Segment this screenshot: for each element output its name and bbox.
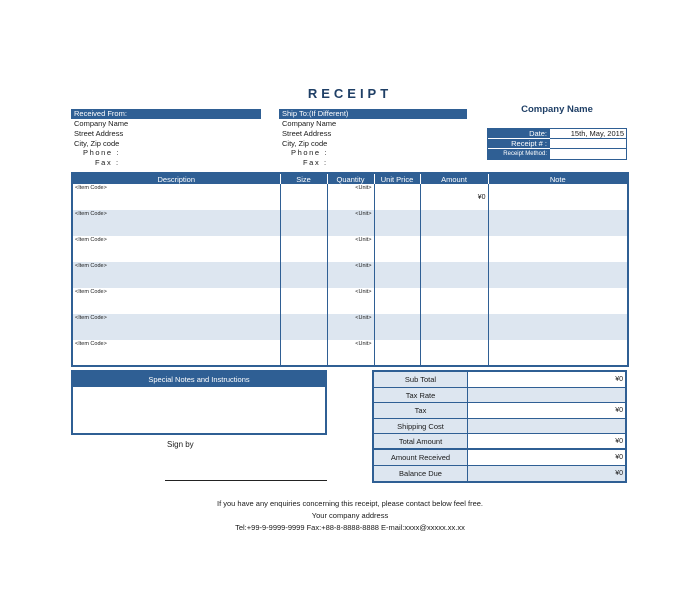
table-row — [72, 184, 628, 210]
balance-due-value[interactable]: ¥0 — [468, 466, 625, 482]
tax-rate-label: Tax Rate — [374, 388, 468, 403]
table-row — [72, 340, 628, 366]
item-size[interactable] — [280, 236, 327, 262]
received-from-header: Received From: — [71, 109, 261, 119]
amount-received-value[interactable]: ¥0 — [615, 453, 623, 461]
tax-label: Tax — [374, 403, 468, 418]
received-from-fax-label: Fax : — [95, 158, 120, 168]
item-quantity[interactable]: <Unit> — [327, 288, 374, 314]
special-notes-box — [71, 370, 327, 435]
shipping-cost-value[interactable] — [468, 419, 625, 434]
item-unit-price[interactable] — [374, 236, 420, 262]
column-header-quantity: Quantity — [327, 173, 374, 184]
item-description[interactable]: <Item Code> — [75, 237, 107, 243]
item-size[interactable] — [280, 262, 327, 288]
column-header-amount: Amount — [420, 173, 488, 184]
item-quantity[interactable]: <Unit> — [327, 184, 374, 210]
column-header-size: Size — [280, 173, 327, 184]
item-description[interactable]: <Item Code> — [75, 185, 107, 191]
item-unit-price[interactable] — [374, 262, 420, 288]
item-note[interactable] — [488, 236, 628, 262]
ship-to-header: Ship To:(If Different) — [279, 109, 467, 119]
table-row — [72, 288, 628, 314]
footer — [0, 498, 700, 534]
subtotal-label: Sub Total — [374, 372, 468, 387]
item-unit-price[interactable] — [374, 184, 420, 210]
item-amount[interactable]: ¥0 — [420, 184, 488, 210]
received-from-city: City, Zip code — [74, 138, 120, 148]
receipt-method-value[interactable] — [550, 149, 626, 159]
ship-to-street: Street Address — [282, 128, 332, 138]
ship-to-fax-label: Fax : — [303, 158, 328, 168]
total-amount-value[interactable]: ¥0 — [615, 438, 623, 446]
table-row — [72, 262, 628, 288]
item-size[interactable] — [280, 340, 327, 366]
balance-due-label: Balance Due — [374, 466, 468, 482]
total-amount-label: Total Amount — [374, 434, 468, 448]
item-amount[interactable] — [420, 288, 488, 314]
special-notes-header: Special Notes and Instructions — [73, 372, 325, 387]
item-quantity[interactable]: <Unit> — [327, 340, 374, 366]
received-from-street: Street Address — [74, 128, 124, 138]
receipt-method-label: Receipt Method: — [488, 149, 550, 159]
item-note[interactable] — [488, 288, 628, 314]
subtotal-value[interactable]: ¥0 — [615, 376, 623, 383]
item-quantity[interactable]: <Unit> — [327, 236, 374, 262]
item-note[interactable] — [488, 262, 628, 288]
item-size[interactable] — [280, 184, 327, 210]
item-description[interactable]: <Item Code> — [72, 314, 280, 340]
item-amount[interactable] — [420, 340, 488, 366]
special-notes-area[interactable] — [73, 387, 325, 433]
item-size[interactable] — [280, 210, 327, 236]
item-description[interactable]: <Item Code> — [75, 341, 107, 347]
item-quantity[interactable]: <Unit> — [327, 210, 374, 236]
item-amount[interactable] — [420, 262, 488, 288]
receipt-meta — [487, 128, 627, 160]
item-unit-price[interactable] — [374, 288, 420, 314]
totals-table — [372, 370, 627, 483]
table-row — [72, 314, 628, 340]
table-row — [72, 236, 628, 262]
column-header-description: Description — [72, 173, 280, 184]
tax-rate-value[interactable] — [468, 388, 625, 403]
footer-company-address: Your company address — [311, 511, 389, 520]
shipping-cost-label: Shipping Cost — [374, 419, 468, 434]
signature-line[interactable] — [165, 480, 327, 481]
column-header-note: Note — [488, 173, 628, 184]
item-quantity[interactable]: <Unit> — [327, 262, 374, 288]
ship-to-city: City, Zip code — [282, 138, 328, 148]
receipt-number-label: Receipt # : — [488, 139, 550, 149]
receipt-title: RECEIPT — [307, 86, 393, 101]
column-header-unit-price: Unit Price — [374, 173, 420, 184]
sign-by-label: Sign by — [167, 440, 194, 449]
received-from-phone-label: Phone : — [83, 148, 121, 158]
received-from-company: Company Name — [74, 119, 129, 128]
received-from-block — [71, 109, 261, 168]
item-description[interactable]: <Item Code> — [72, 262, 280, 288]
item-size[interactable] — [280, 288, 327, 314]
item-note[interactable] — [488, 184, 628, 210]
item-description[interactable]: <Item Code> — [75, 289, 107, 295]
item-note[interactable] — [488, 210, 628, 236]
items-table — [71, 172, 629, 367]
date-label: Date: — [488, 129, 550, 139]
item-size[interactable] — [280, 314, 327, 340]
amount-received-label: Amount Received — [374, 450, 468, 465]
ship-to-company: Company Name — [282, 119, 337, 128]
table-row — [72, 210, 628, 236]
date-value[interactable]: 15th, May, 2015 — [550, 129, 626, 139]
ship-to-phone-label: Phone : — [291, 148, 329, 158]
item-description[interactable]: <Item Code> — [72, 210, 280, 236]
company-name: Company Name — [521, 104, 593, 115]
item-amount[interactable] — [420, 314, 488, 340]
item-note[interactable] — [488, 340, 628, 366]
item-quantity[interactable]: <Unit> — [327, 314, 374, 340]
tax-value[interactable]: ¥0 — [615, 407, 623, 415]
footer-contact-info: Tel:+99-9-9999-9999 Fax:+88-8-8888-8888 E-mail:xxxx@xxxxx.xx.xx — [235, 523, 465, 532]
receipt-number-value[interactable] — [550, 139, 626, 149]
footer-enquiry-text: If you have any enquiries concerning this receipt, please contact below feel free. — [217, 499, 483, 508]
item-unit-price[interactable] — [374, 314, 420, 340]
item-unit-price[interactable] — [374, 210, 420, 236]
ship-to-block — [279, 109, 467, 168]
item-amount[interactable] — [420, 236, 488, 262]
item-unit-price[interactable] — [374, 340, 420, 366]
item-amount[interactable] — [420, 210, 488, 236]
item-note[interactable] — [488, 314, 628, 340]
